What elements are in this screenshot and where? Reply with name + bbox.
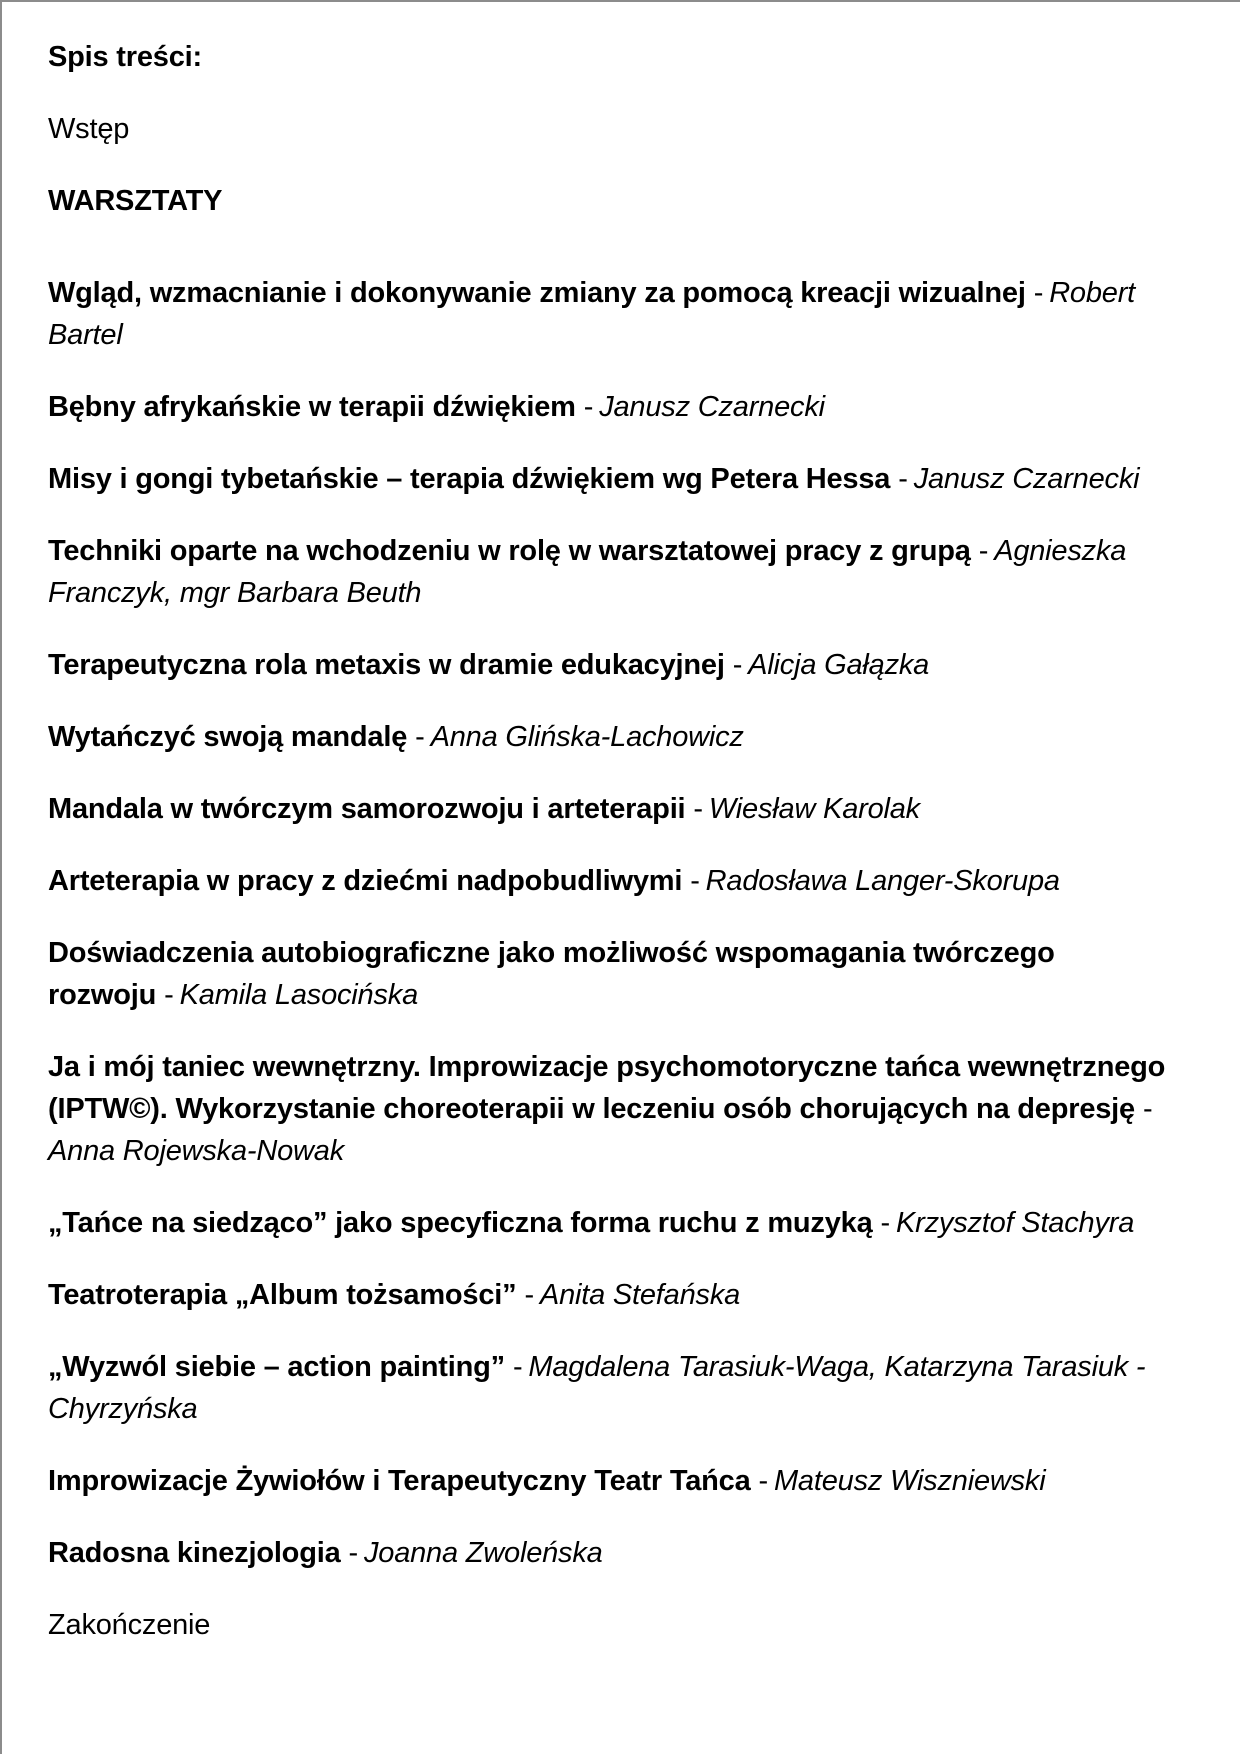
entry-separator: - [583,391,594,423]
entry-authors: Janusz Czarnecki [913,463,1140,495]
entry-authors: Radosława Langer-Skorupa [705,865,1060,897]
entry-authors: Anita Stefańska [539,1279,741,1311]
entry-separator: - [164,979,174,1011]
entry-title: Bębny afrykańskie w terapii dźwiękiem [48,391,576,423]
toc-entry [48,1274,1186,1316]
entry-title: Doświadczenia autobiograficzne jako możliwość wspomagania twórczego rozwoju [48,937,1055,1011]
entry-authors: Robert Bartel [48,277,1136,351]
entry-separator: - [1142,1093,1153,1125]
toc-entry [48,530,1186,614]
entry-separator: - [348,1537,358,1569]
entry-separator: - [758,1465,768,1497]
toc-entry [48,644,1186,686]
entry-title: Improwizacje Żywiołów i Terapeutyczny Teatr Tańca [48,1465,751,1497]
entry-title: Teatroterapia „Album tożsamości” [48,1279,517,1311]
toc-entry [48,1046,1186,1172]
entry-separator: - [898,463,908,495]
entry-title: Wytańczyć swoją mandalę [48,721,408,753]
entry-separator: - [880,1207,890,1239]
entry-separator: - [732,649,743,681]
entry-authors: Alicja Gałązka [748,649,930,681]
entry-separator: - [524,1279,534,1311]
entry-authors: Kamila Lasocińska [179,979,419,1011]
entry-title: Mandala w twórczym samorozwoju i arteterapii [48,793,686,825]
page-title: Spis treści: [48,41,202,73]
toc-entry [48,272,1186,356]
toc-item-wstep: Wstęp [48,113,130,145]
entry-authors: Anna Rojewska-Nowak [48,1135,344,1167]
entry-authors: Krzysztof Stachyra [896,1207,1135,1239]
entry-title: Wgląd, wzmacnianie i dokonywanie zmiany za pomocą kreacji wizualnej [48,277,1026,309]
entry-title: „Wyzwól siebie – action painting” [48,1351,505,1383]
toc-entry [48,458,1186,500]
entry-authors: Anna Glińska-Lachowicz [430,721,744,753]
toc-entry [48,932,1186,1016]
toc-entry [48,716,1186,758]
entry-title: „Tańce na siedząco” jako specyficzna forma ruchu z muzyką [48,1207,873,1239]
toc-entry [48,860,1186,902]
toc-entry [48,1460,1186,1502]
toc-entry [48,386,1186,428]
entry-title: Radosna kinezjologia [48,1537,341,1569]
toc-item-zakonczenie: Zakończenie [48,1609,211,1641]
entry-separator: - [978,535,989,567]
entry-separator: - [1033,277,1044,309]
toc-entry [48,1532,1186,1574]
toc-entries [48,272,1186,1574]
entry-title: Ja i mój taniec wewnętrzny. Improwizacje psychomotoryczne tańca wewnętrznego (IPTW©). Wykorzystanie choreoterapii w leczeniu osób chorujących na depresję [48,1051,1166,1125]
entry-separator: - [512,1351,523,1383]
entry-separator: - [690,865,700,897]
entry-title: Techniki oparte na wchodzeniu w rolę w warsztatowej pracy z grupą [48,535,971,567]
entry-authors: Magdalena Tarasiuk-Waga, Katarzyna Tarasiuk -Chyrzyńska [48,1351,1146,1425]
entry-authors: Agnieszka Franczyk, mgr Barbara Beuth [48,535,1127,609]
entry-authors: Joanna Zwoleńska [363,1537,603,1569]
entry-authors: Janusz Czarnecki [599,391,825,423]
entry-separator: - [415,721,425,753]
entry-title: Terapeutyczna rola metaxis w dramie edukacyjnej [48,649,725,681]
entry-title: Misy i gongi tybetańskie – terapia dźwiękiem wg Petera Hessa [48,463,891,495]
entry-title: Arteterapia w pracy z dziećmi nadpobudliwymi [48,865,683,897]
entry-separator: - [693,793,703,825]
entry-authors: Mateusz Wiszniewski [773,1465,1046,1497]
section-heading-warsztaty: WARSZTATY [48,185,223,217]
entry-authors: Wiesław Karolak [708,793,920,825]
toc-entry [48,788,1186,830]
toc-entry [48,1202,1186,1244]
toc-entry [48,1346,1186,1430]
